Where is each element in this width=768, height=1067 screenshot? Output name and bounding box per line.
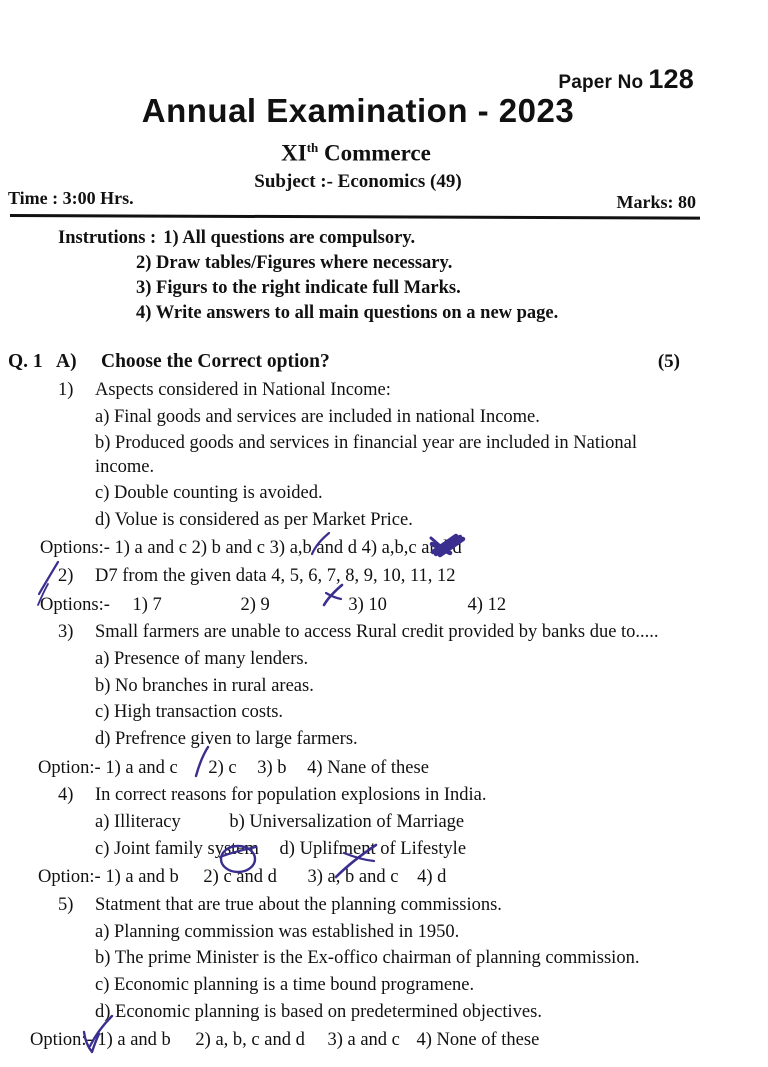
item-number: 3): [58, 622, 74, 643]
answer-option-4[interactable]: 4) None of these: [416, 1030, 540, 1051]
answer-option-2[interactable]: 2) c and d: [203, 867, 277, 888]
item-number: 1): [58, 379, 74, 400]
options-label: Options:-: [40, 594, 110, 615]
answer-options-row: [0, 537, 768, 561]
stream-value: Commerce: [324, 140, 431, 166]
answer-options-row: [0, 1029, 768, 1053]
item-text: D7 from the given data 4, 5, 6, 7, 8, 9, 10, 11, 12: [95, 565, 456, 586]
list-item: [0, 379, 768, 403]
subject-line: Subject :- Economics (49): [254, 171, 462, 192]
answer-options-row: [0, 866, 768, 890]
instruction-item-1: 1) All questions are compulsory.: [163, 228, 416, 248]
item-option-d: d) Volue is considered as per Market Price.: [95, 509, 413, 530]
header-divider: [10, 214, 700, 220]
item-option-b: b) Produced goods and services in financial year are included in National income.: [95, 433, 637, 477]
answer-option-1[interactable]: 1) a and b: [105, 867, 179, 888]
item-text: In correct reasons for population explosions in India.: [95, 785, 487, 806]
answer-option-1[interactable]: 1) a and c: [105, 757, 178, 778]
answer-options-row: [0, 757, 768, 781]
question-1-block: [0, 350, 768, 1053]
answer-option-2[interactable]: 2) b and c: [191, 538, 266, 559]
item-option-a: a) Illiteracy: [95, 811, 181, 832]
item-number: 4): [58, 785, 74, 806]
standard-line: [0, 140, 768, 167]
instruction-row: [58, 301, 558, 326]
answer-option-4[interactable]: 4) 12: [467, 594, 507, 615]
instruction-row: [58, 226, 558, 251]
answer-option-1[interactable]: 1) a and c: [114, 538, 187, 559]
standard-ordinal-suffix: th: [306, 140, 319, 155]
item-option-b: b) No branches in rural areas.: [95, 675, 314, 696]
options-label: Option:-: [30, 1030, 93, 1051]
list-item: [0, 621, 768, 645]
instruction-item-4: 4) Write answers to all main questions on a new page.: [136, 303, 559, 323]
list-item: [0, 784, 768, 808]
item-option-d: d) Prefrence given to large farmers.: [95, 728, 358, 749]
answer-option-2[interactable]: 2) 9: [240, 594, 270, 615]
answer-option-3[interactable]: 3) 10: [348, 594, 387, 615]
list-item: [0, 894, 768, 918]
time-allotted: Time : 3:00 Hrs.: [8, 188, 134, 208]
instruction-item-3: 3) Figurs to the right indicate full Marks.: [136, 278, 461, 298]
answer-option-4[interactable]: 4) Nane of these: [307, 757, 429, 778]
answer-option-4[interactable]: 4) d: [417, 867, 447, 888]
answer-option-4[interactable]: 4) a,b,c and d: [361, 538, 462, 559]
item-number: 5): [58, 894, 74, 915]
instructions-heading: Instrutions :: [58, 228, 157, 248]
answer-option-1[interactable]: 1) a and b: [97, 1030, 171, 1051]
answer-option-3[interactable]: 3) a and c: [327, 1030, 400, 1051]
list-item: [0, 565, 768, 589]
paper-number-value: 128: [648, 64, 694, 94]
page-title: Annual Examination - 2023: [141, 92, 575, 129]
answer-options-row: [0, 594, 768, 618]
answer-option-3[interactable]: 3) a, b and c: [307, 867, 399, 888]
answer-option-1[interactable]: 1) 7: [132, 594, 162, 615]
total-marks: Marks: 80: [616, 192, 696, 212]
answer-option-3[interactable]: 3) b: [257, 757, 287, 778]
item-option-b: b) The prime Minister is the Ex-offico chairman of planning commission.: [95, 948, 640, 969]
options-label: Option:-: [38, 757, 101, 778]
instruction-item-2: 2) Draw tables/Figures where necessary.: [136, 253, 453, 273]
instruction-row: [58, 251, 558, 276]
answer-option-2[interactable]: 2) a, b, c and d: [195, 1030, 305, 1051]
item-text: Statment that are true about the planning commissions.: [95, 894, 502, 915]
answer-option-3[interactable]: 3) a,b and d: [269, 538, 357, 559]
question-prompt: Choose the Correct option?: [101, 351, 330, 372]
paper-number: [558, 64, 694, 95]
instruction-row: [58, 276, 558, 301]
options-label: Options:-: [40, 538, 110, 559]
item-option-a: a) Final goods and services are included in national Income.: [95, 406, 540, 427]
item-text: Small farmers are unable to access Rural credit provided by banks due to.....: [95, 622, 659, 643]
item-options-ab: [0, 811, 768, 835]
item-option-d: d) Economic planning is based on predetermined objectives.: [95, 1001, 542, 1022]
paper-number-label: Paper No: [558, 72, 644, 93]
standard-value: XI: [281, 140, 307, 166]
options-label: Option:-: [38, 867, 101, 888]
item-option-a: a) Planning commission was established in 1950.: [95, 921, 460, 942]
item-option-c: c) Joint family system: [95, 838, 259, 859]
item-text: Aspects considered in National Income:: [95, 379, 391, 400]
question-number: Q. 1: [8, 351, 43, 372]
item-option-c: c) Economic planning is a time bound programene.: [95, 974, 475, 995]
question-1-heading: [0, 350, 768, 375]
item-option-a: a) Presence of many lenders.: [95, 648, 309, 669]
item-number: 2): [58, 565, 74, 586]
item-option-b: b) Universalization of Marriage: [229, 811, 465, 832]
item-options-cd: [0, 838, 768, 862]
question-part-label: A): [56, 351, 77, 372]
item-option-c: c) Double counting is avoided.: [95, 482, 323, 503]
item-option-c: c) High transaction costs.: [95, 702, 284, 723]
item-option-d: d) Uplifment of Lifestyle: [279, 838, 467, 859]
instructions-block: [58, 226, 558, 326]
question-marks: (5): [657, 351, 680, 372]
answer-option-2[interactable]: 2) c: [208, 757, 237, 778]
